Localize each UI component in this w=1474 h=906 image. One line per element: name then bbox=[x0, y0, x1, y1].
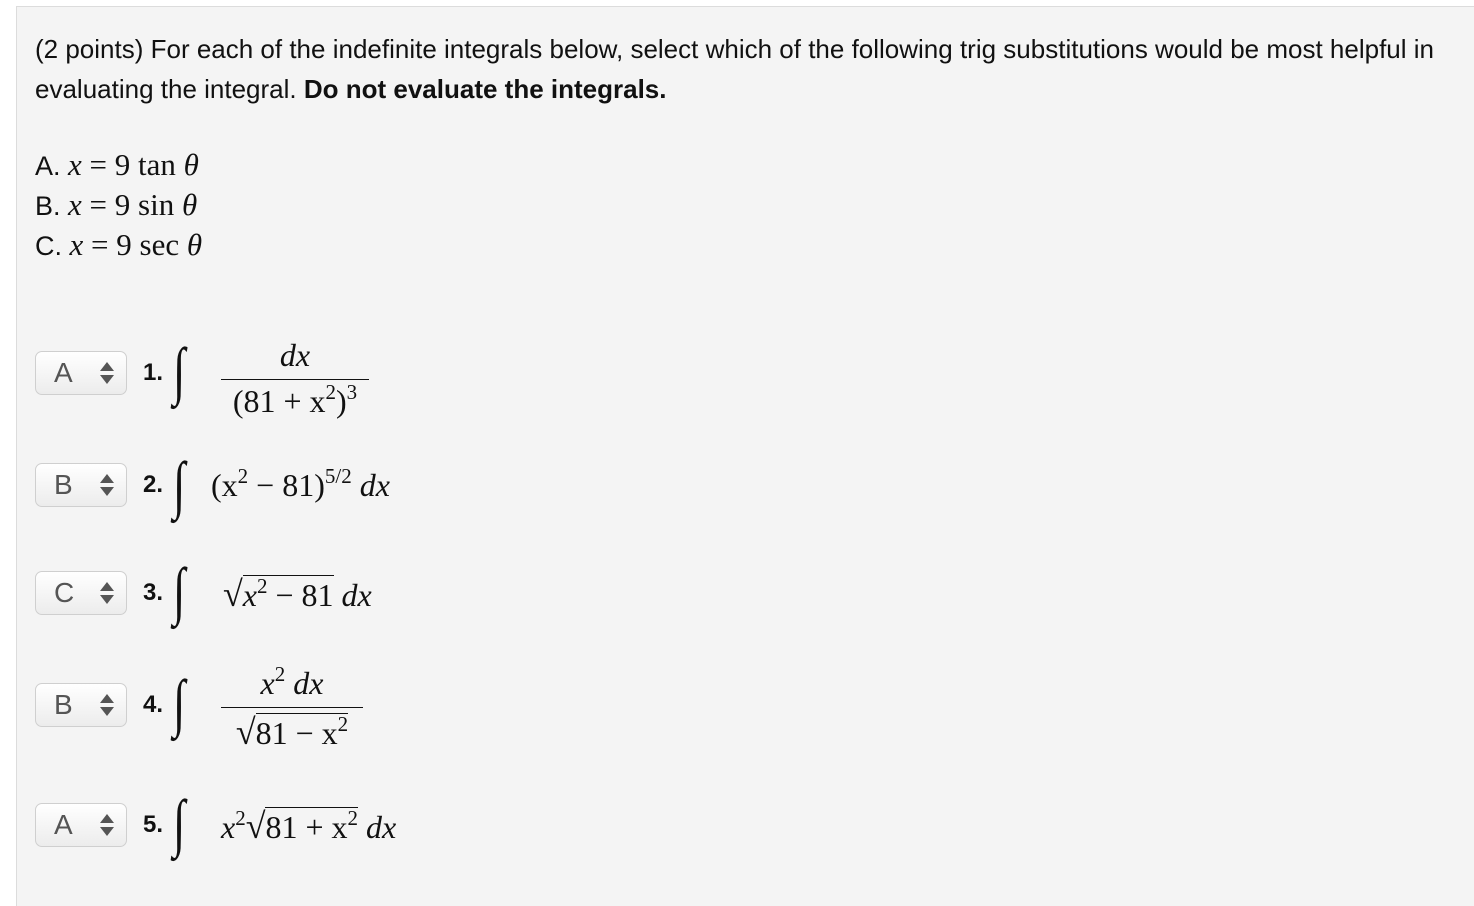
integral-sign: ∫ bbox=[173, 335, 186, 406]
problem-panel bbox=[16, 6, 1474, 906]
integrand-3: $√x^2 - 81$ dx bbox=[223, 574, 372, 614]
select-arrows-icon bbox=[100, 582, 114, 606]
radical-sign: √ bbox=[223, 574, 243, 614]
prompt-text: (2 points) For each of the indefinite integrals below, select which of the following trig substitutions would be most helpful in evaluating the integral. bbox=[35, 34, 1434, 104]
substitution-options bbox=[35, 145, 202, 265]
select-arrows-icon bbox=[100, 694, 114, 718]
select-arrows-icon bbox=[100, 814, 114, 838]
option-a: A. x = 9 tan θ bbox=[35, 147, 199, 182]
select-arrows-icon bbox=[100, 474, 114, 498]
answer-select-4[interactable]: B bbox=[35, 683, 127, 727]
integral-sign: ∫ bbox=[173, 667, 186, 738]
integral-sign: ∫ bbox=[173, 787, 186, 858]
fraction-1: dx $(81 + x^2)^3$ bbox=[221, 337, 369, 420]
fraction-4: $x^2$ dx $√81 - x^2$ bbox=[221, 665, 363, 753]
answer-select-2[interactable]: B bbox=[35, 463, 127, 507]
problem-number-2: 2. bbox=[143, 471, 164, 498]
integral-sign: ∫ bbox=[173, 449, 186, 520]
problem-prompt bbox=[35, 29, 1465, 109]
problem-number-4: 4. bbox=[143, 691, 164, 718]
option-c: C. x = 9 sec θ bbox=[35, 227, 203, 262]
integral-sign: ∫ bbox=[173, 555, 186, 626]
answer-select-5[interactable]: A bbox=[35, 803, 127, 847]
problem-number-1: 1. bbox=[143, 359, 164, 386]
problem-number-5: 5. bbox=[143, 811, 164, 838]
problem-number-3: 3. bbox=[143, 579, 164, 606]
answer-select-1[interactable]: A bbox=[35, 351, 127, 395]
answer-select-3[interactable]: C bbox=[35, 571, 127, 615]
option-b: B. x = 9 sin θ bbox=[35, 187, 198, 222]
integrand-5: $x^2√81 + x^2$ dx bbox=[221, 806, 397, 846]
select-arrows-icon bbox=[100, 362, 114, 386]
integrand-2: $(x^2 - 81)^{5/2}$ dx bbox=[211, 464, 390, 503]
prompt-instruction: Do not evaluate the integrals. bbox=[303, 74, 667, 104]
